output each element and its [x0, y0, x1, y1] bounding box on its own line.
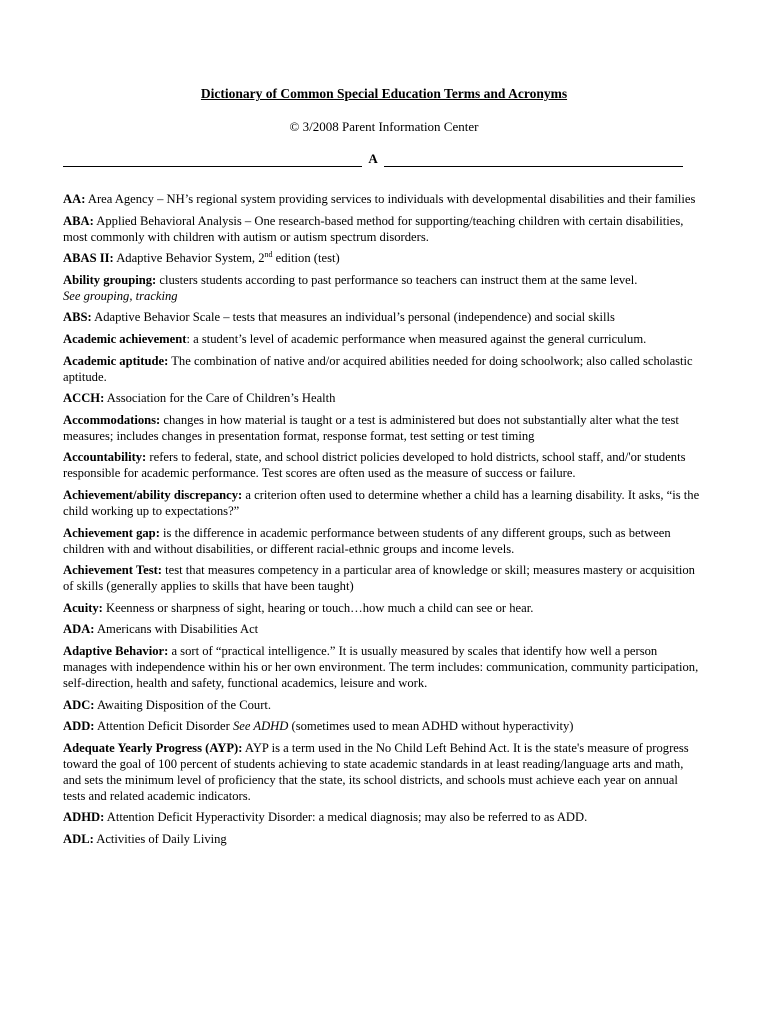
- entry-term: Academic aptitude:: [63, 353, 169, 368]
- entry-definition: Area Agency – NH’s regional system providing services to individuals with developmental disabilities and their families: [85, 192, 696, 206]
- entry-term: ADA:: [63, 622, 95, 637]
- entry-term: Adaptive Behavior:: [63, 643, 169, 658]
- entry-term: ACCH:: [63, 391, 105, 406]
- copyright-line: © 3/2008 Parent Information Center: [289, 119, 479, 134]
- entry-see-reference: See grouping, tracking: [63, 288, 178, 303]
- entry-definition: changes in how material is taught or a test is administered but does not substantially alter what the test measures; includes changes in presentation format, response format, test setting or test timing: [63, 412, 679, 443]
- entry-term: Accountability:: [63, 450, 147, 465]
- glossary-entry: [63, 643, 703, 691]
- entry-see-reference: See ADHD: [233, 719, 289, 734]
- glossary-entry: [63, 718, 703, 734]
- glossary-entry: [63, 525, 703, 557]
- entry-superscript: nd: [264, 250, 273, 259]
- glossary-entry: [63, 449, 703, 481]
- entry-definition: is the difference in academic performance between students of any different groups, such as between children with and without disabilities, or different racial-ethnic groups and income levels.: [63, 525, 671, 556]
- entry-term: ADC:: [63, 697, 95, 712]
- entry-definition: Americans with Disabilities Act: [94, 622, 259, 637]
- entry-definition: : a student’s level of academic performance when measured against the general curriculum.: [186, 331, 647, 346]
- entry-term: Achievement Test:: [63, 563, 162, 578]
- section-header: [63, 151, 683, 167]
- glossary-entries: [63, 191, 703, 852]
- entry-definition: test that measures competency in a particular area of knowledge or skill; measures mastery or acquisition of skills (generally applies to skills that have been taught): [63, 563, 695, 594]
- entry-definition: clusters students according to past performance so teachers can instruct them at the same level.: [156, 272, 638, 287]
- glossary-entry: [63, 390, 703, 406]
- entry-definition: AYP is a term used in the No Child Left Behind Act. It is the state's measure of progress toward the goal of 100 percent of students achieving to state academic standards in at least reading/language arts and math, and sets the minimum level of proficiency that the state, its school districts, and schools must achieve each year on annual tests and related academic indicators.: [63, 740, 689, 803]
- glossary-entry: [63, 331, 703, 347]
- entry-definition: a sort of “practical intelligence.” It is usually measured by scales that identify how well a person manages with independence within his or her own environment. The term includes: communication, community participation, self-direction, health and safety, functional academics, leisure and work.: [63, 643, 699, 690]
- entry-term: Acuity:: [63, 600, 103, 615]
- entry-term: AA:: [63, 192, 86, 206]
- glossary-entry: [63, 809, 703, 825]
- entry-definition: Adaptive Behavior Scale – tests that measures an individual’s personal (independence) and social skills: [91, 310, 615, 325]
- entry-definition: Adaptive Behavior System, 2: [113, 251, 265, 266]
- section-rule-right: [384, 154, 683, 167]
- glossary-entry: [63, 309, 703, 325]
- entry-definition: refers to federal, state, and school district policies developed to hold districts, school staff, and/'or students responsible for academic performance. Test scores are often used as the measure of success or failure.: [63, 450, 686, 481]
- section-rule-left: [63, 154, 362, 167]
- glossary-entry: [63, 191, 703, 207]
- glossary-entry: [63, 412, 703, 444]
- entry-term: ABA:: [63, 213, 94, 228]
- entry-definition: edition (test): [272, 251, 340, 266]
- entry-definition: Activities of Daily Living: [93, 831, 227, 846]
- entry-term: Accommodations:: [63, 412, 161, 427]
- glossary-entry: [63, 353, 703, 385]
- glossary-entry: [63, 250, 703, 266]
- entry-term: Ability grouping:: [63, 272, 157, 287]
- entry-term: ADD:: [63, 719, 95, 734]
- entry-term: Achievement/ability discrepancy:: [63, 487, 243, 502]
- document-title: Dictionary of Common Special Education Terms and Acronyms: [200, 86, 568, 101]
- glossary-entry: [63, 697, 703, 713]
- glossary-entry: [63, 487, 703, 519]
- entry-term: ABS:: [63, 310, 92, 325]
- entry-definition: Applied Behavioral Analysis – One research-based method for supporting/teaching children with certain disabilities, most commonly with children with autism or autism spectrum disorders.: [63, 213, 684, 244]
- entry-definition: Attention Deficit Disorder: [94, 719, 233, 734]
- glossary-entry: [63, 213, 703, 245]
- glossary-entry: [63, 740, 703, 804]
- entry-definition: a criterion often used to determine whether a child has a learning disability. It asks, “is the child working up to expectations?”: [63, 487, 700, 518]
- glossary-entry: [63, 831, 703, 847]
- glossary-entry: [63, 272, 703, 304]
- entry-term: Achievement gap:: [63, 525, 160, 540]
- entry-definition: The combination of native and/or acquired abilities needed for doing schoolwork; also called scholastic aptitude.: [63, 353, 693, 384]
- glossary-entry: [63, 562, 703, 594]
- entry-definition: (sometimes used to mean ADHD without hyperactivity): [288, 719, 574, 734]
- entry-definition: Keenness or sharpness of sight, hearing or touch…how much a child can see or hear.: [102, 600, 534, 615]
- entry-term: Adequate Yearly Progress (AYP):: [63, 740, 243, 755]
- entry-term: ADL:: [63, 831, 94, 846]
- entry-definition: Awaiting Disposition of the Court.: [94, 697, 272, 712]
- glossary-entry: [63, 600, 703, 616]
- entry-term: ADHD:: [63, 810, 105, 825]
- entry-definition: Association for the Care of Children’s Health: [104, 391, 336, 406]
- glossary-entry: [63, 621, 703, 637]
- entry-term: Academic achievement: [63, 331, 187, 346]
- section-letter: A: [368, 151, 378, 166]
- entry-term: ABAS II:: [63, 251, 114, 266]
- entry-definition: Attention Deficit Hyperactivity Disorder: a medical diagnosis; may also be referred to as ADD.: [104, 810, 588, 825]
